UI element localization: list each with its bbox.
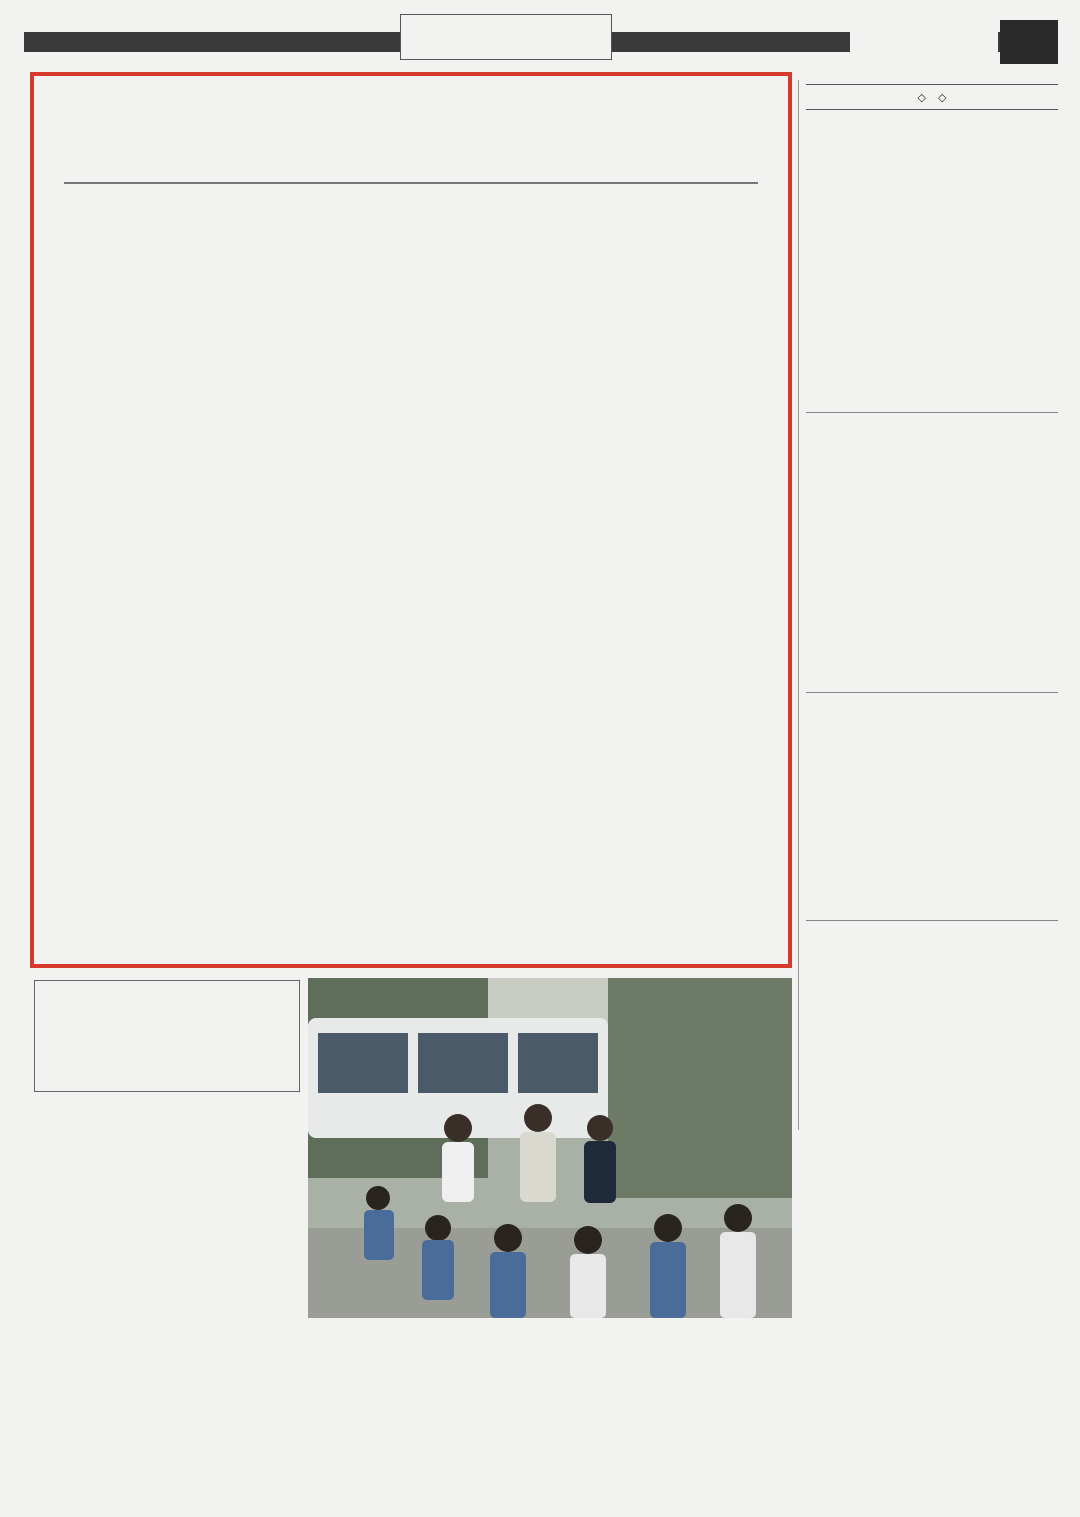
lead-col2 <box>231 190 403 960</box>
article-body <box>806 936 1058 1086</box>
article-body <box>806 426 1058 624</box>
page-number <box>1000 20 1058 64</box>
paper-name <box>850 30 998 54</box>
article-yangxin <box>806 928 1058 1086</box>
article-body <box>806 122 1058 334</box>
lead-col3 <box>418 190 590 960</box>
article-pingyuan <box>806 698 1058 874</box>
lead-article <box>30 72 792 968</box>
article-rencheng <box>806 418 1058 624</box>
news-photo <box>308 978 792 1318</box>
article-zhucheng <box>806 114 1058 334</box>
lead-col1 <box>44 190 216 960</box>
quick-news-header <box>806 84 1058 110</box>
lead-col4 <box>605 190 777 938</box>
photo-caption <box>43 987 291 1071</box>
diamond-icon: ◇ <box>917 90 926 104</box>
photo-caption-box <box>34 980 300 1092</box>
diamond-icon: ◇ <box>938 90 947 104</box>
photo-illustration <box>308 978 792 1318</box>
article-body <box>806 706 1058 874</box>
section-label <box>400 14 612 60</box>
